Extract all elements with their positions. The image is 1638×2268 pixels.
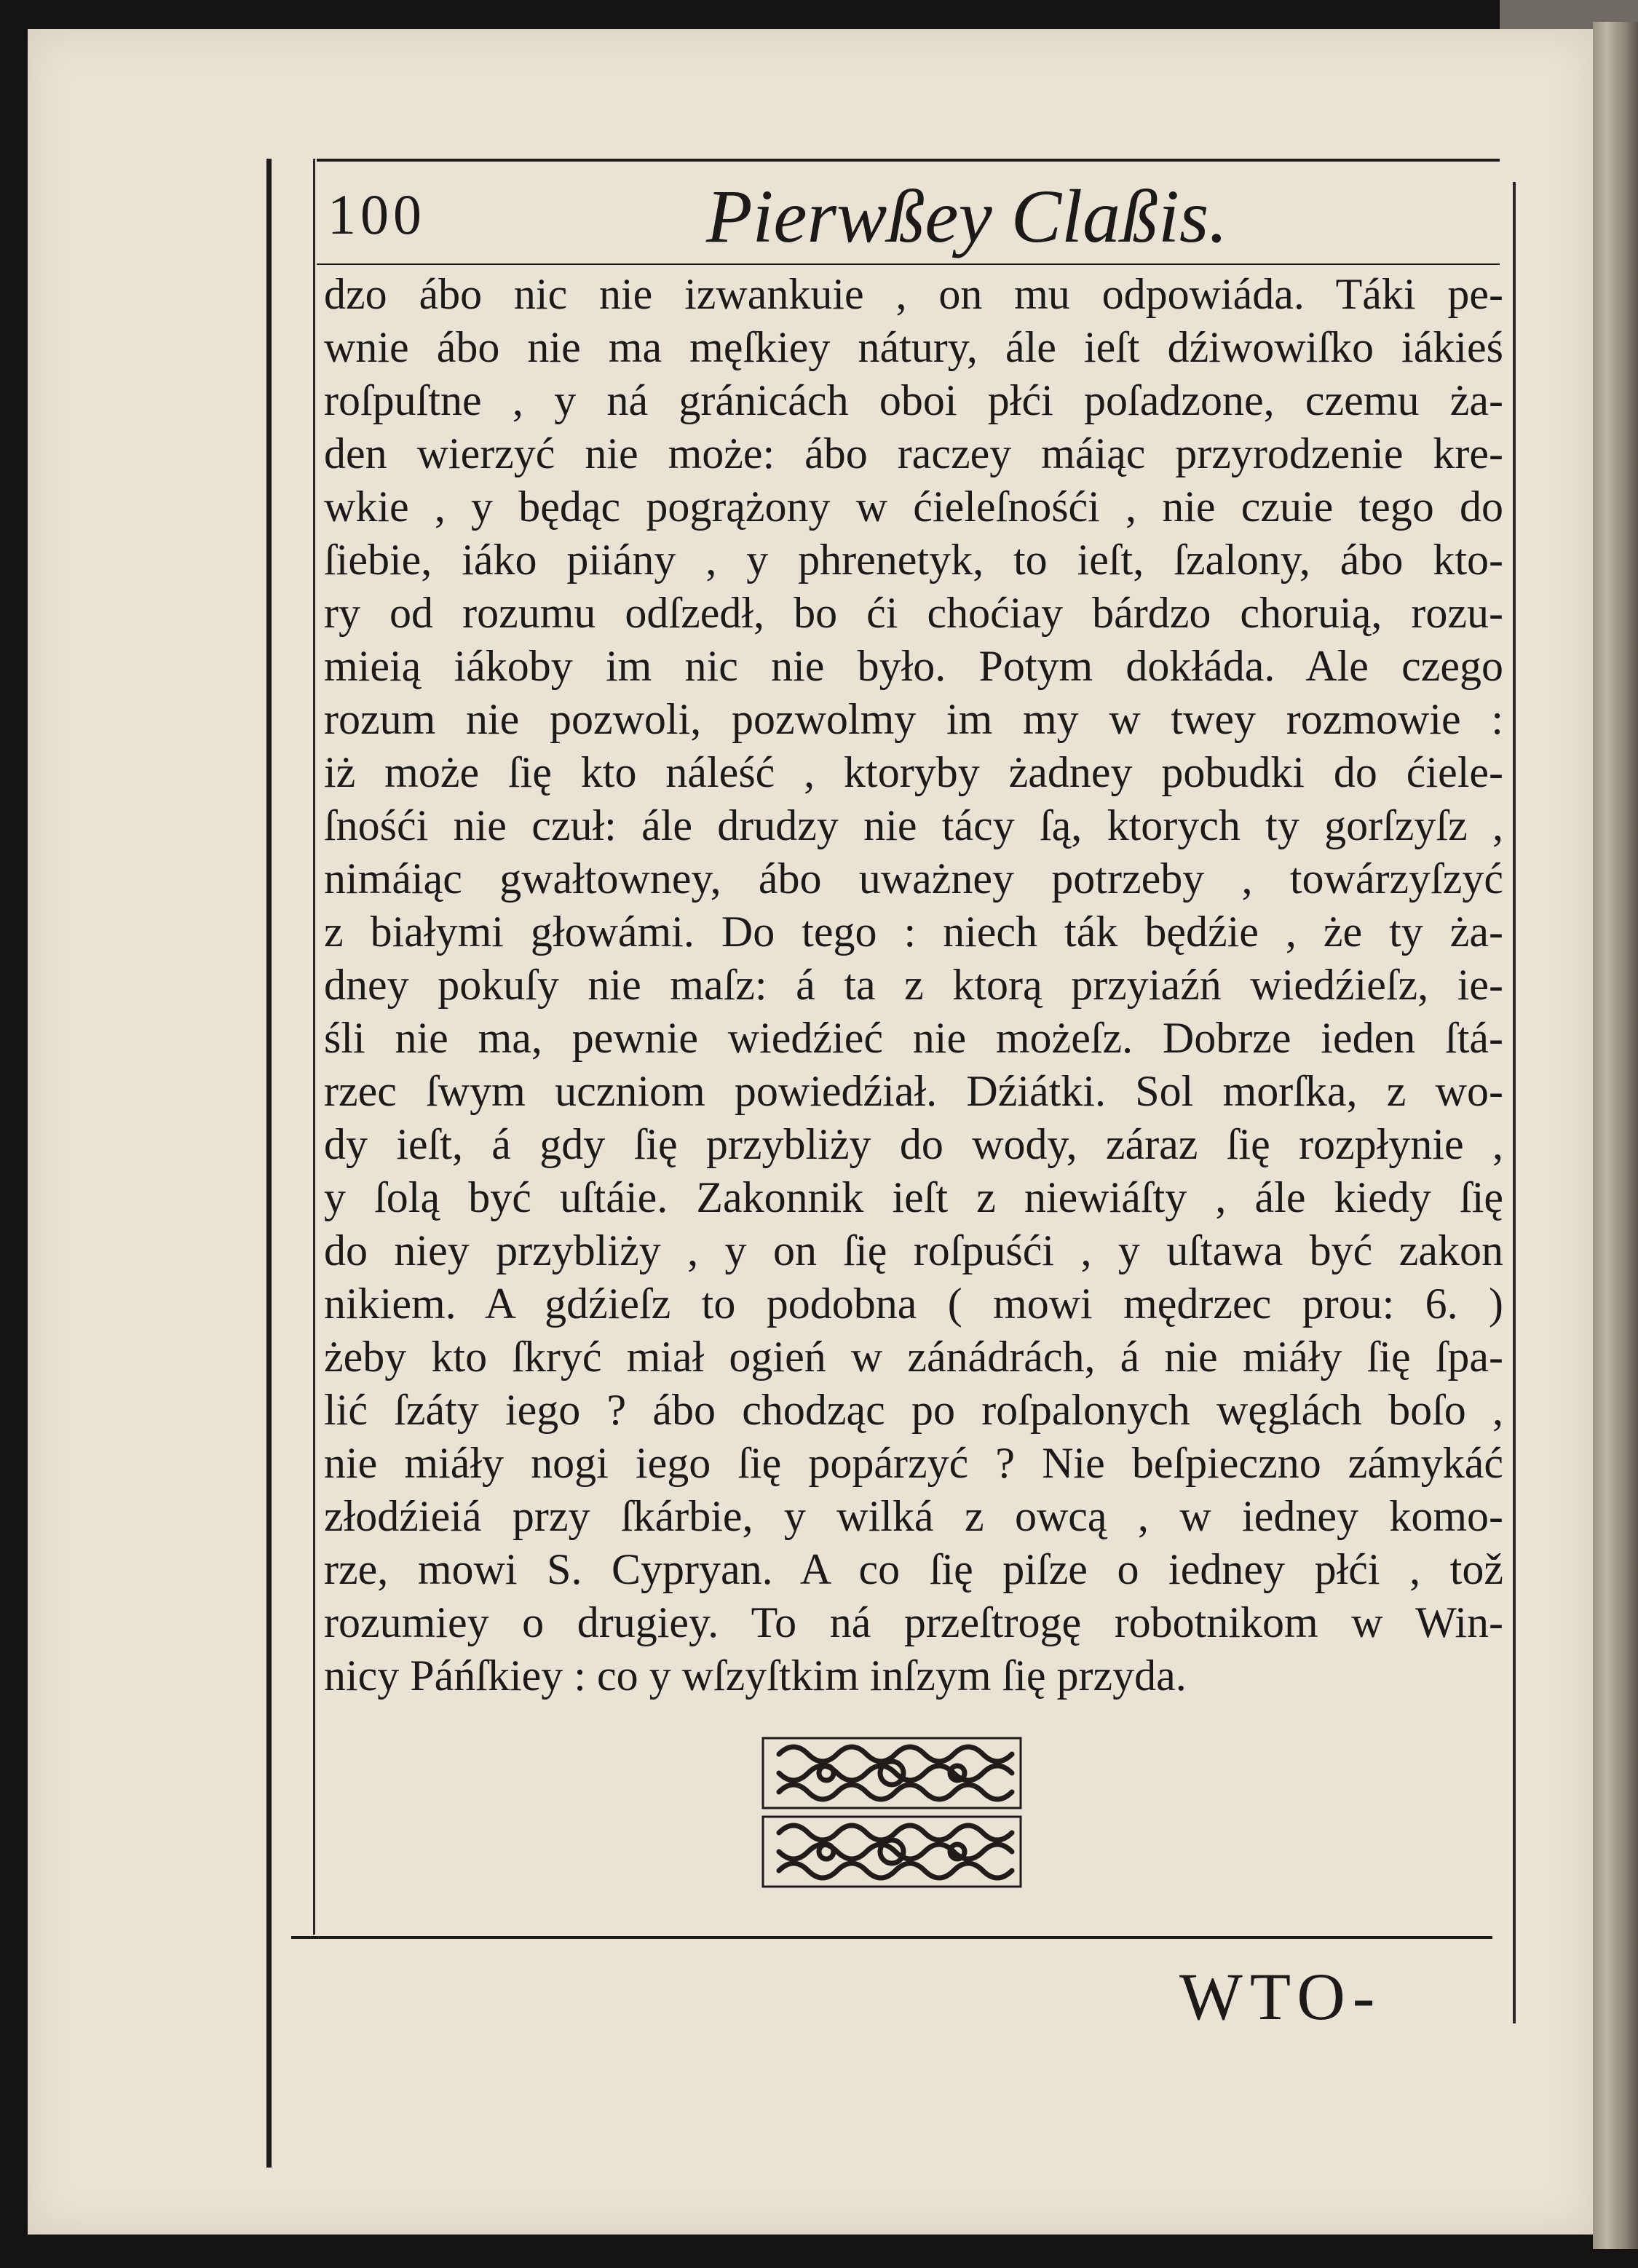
catchword: WTO- <box>1179 1959 1382 2034</box>
text-line: dney pokuſy nie maſz: á ta z ktorą przyiaźń wiedźieſz, ie- <box>324 961 1503 1009</box>
text-line: den wierzyć nie może: ábo raczey máiąc przyrodzenie kre- <box>324 429 1503 477</box>
text-line: rozum nie pozwoli, pozwolmy im my w twey rozmowie : <box>324 695 1503 743</box>
text-line: złodźieiá przy ſkárbie, y wilká z owcą , w iedney komo- <box>324 1492 1503 1540</box>
text-line: żeby kto ſkryć miał ogień w zánádrách, á nie miáły ſię ſpa- <box>324 1333 1503 1381</box>
book-spine <box>1593 22 1638 2249</box>
frame-rule-left-outer <box>266 159 272 2168</box>
text-line: dy ieſt, á gdy ſię przybliży do wody, záraz ſię rozpłynie , <box>324 1120 1503 1168</box>
running-title: Pierwßey Claßis. <box>706 175 1228 258</box>
text-line: wkie , y będąc pogrążony w ćieleſnośći , nie czuie tego do <box>324 483 1503 531</box>
text-line: ſnośći nie czuł: ále drudzy nie tácy ſą, ktorych ty gorſzyſz , <box>324 801 1503 849</box>
text-line: nikiem. A gdźieſz to podobna ( mowi mędrzec prou: 6. ) <box>324 1280 1503 1328</box>
text-line: nicy Páńſkiey : co y wſzyſtkim inſzym ſię przyda. <box>324 1652 1187 1700</box>
text-line: rozumiey o drugiey. To ná przeſtrogę robotnikom w Win- <box>324 1598 1503 1646</box>
page-number: 100 <box>328 183 426 246</box>
text-line: iż może ſię kto náleść , ktoryby żadney pobudki do ćiele- <box>324 748 1503 796</box>
text-line: dzo ábo nic nie izwankuie , on mu odpowiáda. Táki pe- <box>324 270 1503 318</box>
printers-ornament-icon <box>757 1732 1026 1892</box>
text-line: rze, mowi S. Cypryan. A co ſię piſze o iedney płći , tož <box>324 1545 1503 1593</box>
text-line: ry od rozumu odſzedł, bo ći choćiay bárdzo choruią, rozu- <box>324 589 1503 637</box>
text-line: śli nie ma, pewnie wiedźieć nie możeſz. Dobrze ieden ſtá- <box>324 1014 1503 1062</box>
frame-rule-bottom <box>291 1936 1492 1939</box>
text-line: rzec ſwym uczniom powiedźiał. Dźiátki. Sol morſka, z wo- <box>324 1067 1503 1115</box>
text-line: ſiebie, iáko piiány , y phrenetyk, to ieſt, ſzalony, ábo kto- <box>324 536 1503 584</box>
page-header <box>328 167 1492 262</box>
text-line: y ſolą być uſtáie. Zakonnik ieſt z niewiáſty , ále kiedy ſię <box>324 1173 1503 1221</box>
text-line: mieią iákoby im nic nie było. Potym dokłáda. Ale czego <box>324 642 1503 690</box>
frame-rule-top <box>317 159 1500 162</box>
text-line: nie miáły nogi iego ſię popárzyć ? Nie beſpieczno zámykáć <box>324 1439 1503 1487</box>
text-line: wnie ábo nie ma męſkiey nátury, ále ieſt dźiwowiſko iákieś <box>324 323 1503 371</box>
text-line: z białymi głowámi. Do tego : niech ták będźie , że ty ża- <box>324 908 1503 956</box>
frame-rule-right <box>1513 182 1516 2023</box>
frame-rule-left-inner <box>313 159 315 1935</box>
body-text <box>324 268 1503 1702</box>
text-line: do niey przybliży , y on ſię roſpuśći , y uſtawa być zakon <box>324 1226 1503 1274</box>
text-line: nimáiąc gwałtowney, ábo uważney potrzeby , towárzyſzyć <box>324 855 1503 903</box>
text-line: roſpuſtne , y ná gránicách oboi płći poſadzone, czemu ża- <box>324 376 1503 424</box>
text-line: lić ſzáty iego ? ábo chodząc po roſpalonych węglách boſo , <box>324 1386 1503 1434</box>
header-rule <box>317 263 1500 265</box>
